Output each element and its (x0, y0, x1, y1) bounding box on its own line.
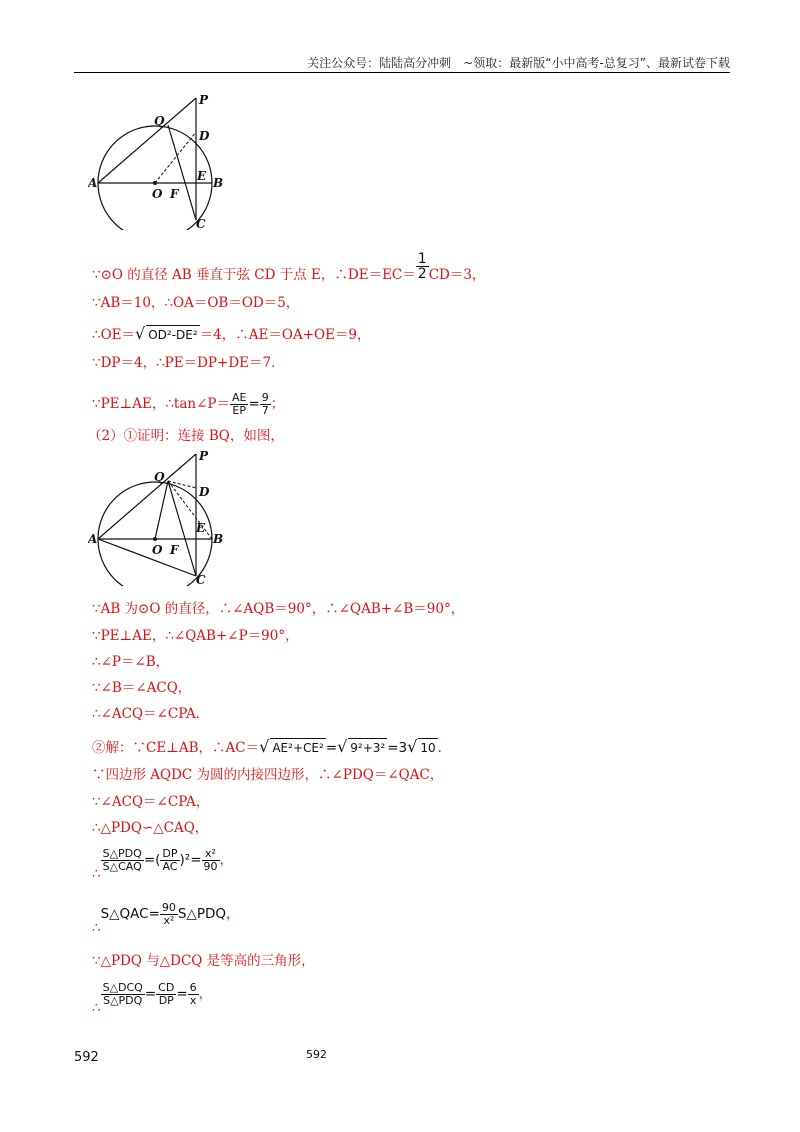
label-P: P (199, 93, 209, 107)
label-Q: Q (154, 470, 165, 484)
solution-line-14: ∵∠ACQ＝∠CPA， (92, 794, 210, 810)
label-O: O (152, 543, 163, 557)
label-E: E (196, 521, 206, 535)
solution-line-15: ∴△PDQ∽△CAQ， (92, 820, 209, 836)
solution-line-6: （2）①证明：连接 BQ，如图， (88, 428, 284, 444)
label-E: E (197, 169, 207, 183)
solution-line-17: ∴S△QAC= $\frac{90}{\text{x²}}$ S△PDQ， (92, 901, 240, 936)
label-O: O (152, 187, 163, 201)
label-A: A (88, 176, 98, 190)
solution-line-13: ∵四边形 AQDC 为圆的内接四边形，∴∠PDQ＝∠QAC， (92, 767, 444, 783)
label-F: F (170, 187, 179, 201)
solution-line-2: ∵AB＝10，∴OA＝OB＝OD＝5， (92, 295, 300, 311)
solution-line-19: ∴ $\frac{\text{S△DCQ}}{\text{S△PDQ}}$ = $\frac{CD}{DP}$ = $\frac{6}{x}$ ， (92, 981, 213, 1016)
label-C: C (196, 573, 206, 586)
solution-line-12: ②解：∵CE⊥AB，∴AC＝√ AE²+CE² =√ 9²+3² =3√ 10 ． (92, 737, 452, 756)
solution-line-18: ∵△PDQ 与△DCQ 是等高的三角形， (92, 953, 315, 969)
solution-line-1: ∵⊙O 的直径 AB 垂直于弦 CD 于点 E，∴DE＝EC＝ $\frac{1}{2}$ CD＝3， (92, 251, 486, 283)
label-Q: Q (154, 114, 165, 128)
geometry-figure-1 (88, 90, 238, 230)
solution-line-8: ∵PE⊥AE，∴∠QAB+∠P＝90°， (92, 628, 299, 644)
label-B: B (213, 532, 224, 546)
solution-line-11: ∴∠ACQ＝∠CPA． (92, 706, 210, 722)
page-number-center: 592 (306, 1048, 327, 1061)
label-F: F (170, 543, 179, 557)
solution-line-3: ∴OE＝√ OD²-DE² ＝4，∴AE＝OA+OE＝9， (92, 324, 371, 343)
geometry-figure-2 (88, 446, 238, 586)
solution-line-16: ∴ $\frac{\text{S△PDQ}}{\text{S△CAQ}}$ =( $\frac{DP}{AC}$ )²= $\frac{\text{x²}}{90}$ ， (92, 847, 234, 882)
solution-line-10: ∵∠B＝∠ACQ， (92, 680, 192, 696)
label-D: D (199, 485, 210, 499)
page-header (74, 52, 730, 73)
solution-line-5: ∵PE⊥AE，∴tan∠P＝ $\frac{AE}{EP}$ = $\frac{9}{7}$ ； (92, 391, 285, 417)
label-P: P (199, 449, 209, 463)
solution-line-7: ∵AB 为⊙O 的直径，∴∠AQB＝90°，∴∠QAB+∠B＝90°， (92, 601, 465, 617)
label-B: B (213, 176, 224, 190)
label-C: C (196, 217, 206, 230)
label-A: A (88, 532, 98, 546)
header-text: 关注公众号：陆陆高分冲刺 ~领取：最新版“小中高考-总复习”、最新试卷下载 (307, 56, 730, 70)
page-number-left: 592 (74, 1050, 99, 1065)
label-D: D (199, 129, 210, 143)
solution-line-9: ∴∠P＝∠B， (92, 654, 170, 670)
solution-line-4: ∵DP＝4，∴PE＝DP+DE＝7． (92, 355, 285, 371)
